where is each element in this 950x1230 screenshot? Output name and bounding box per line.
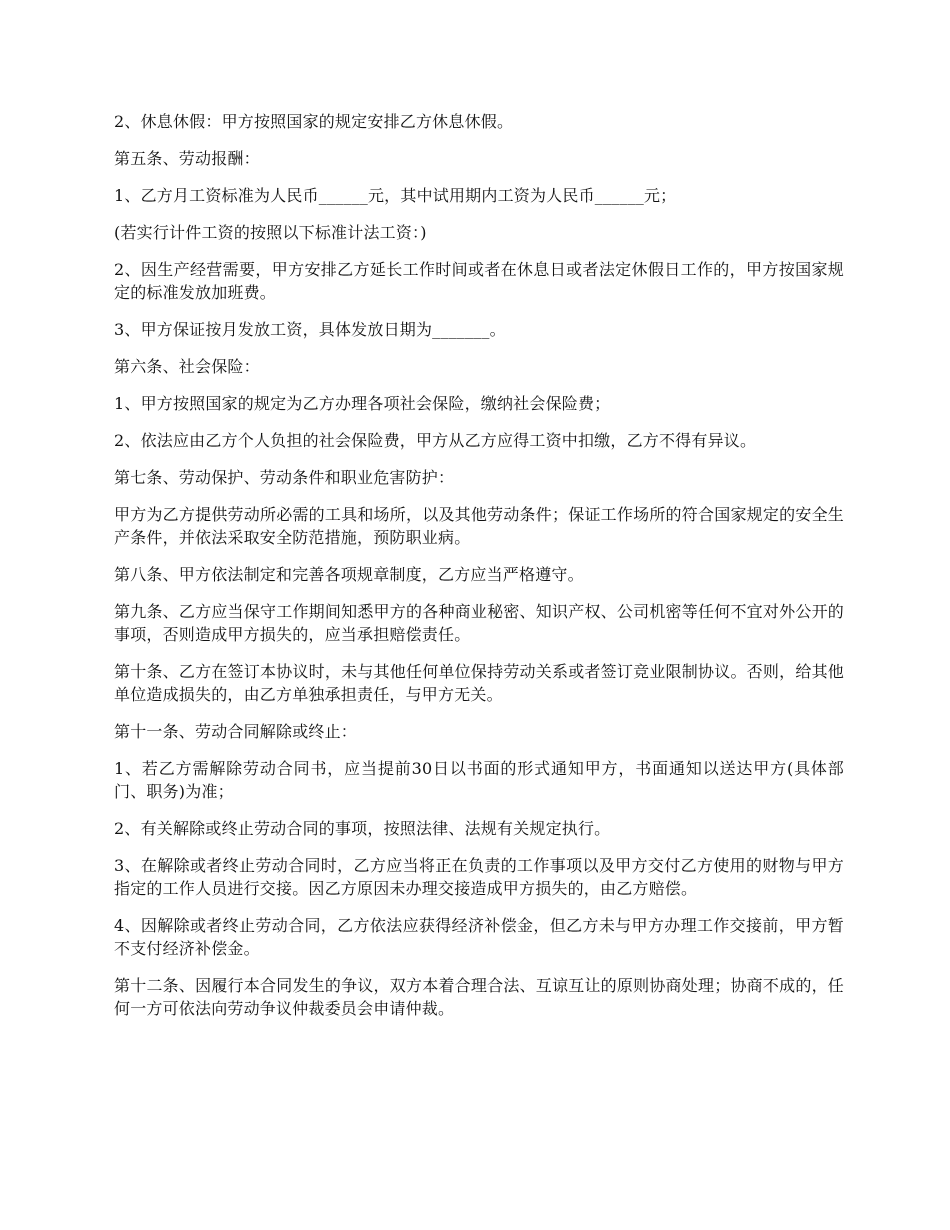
paragraph-labor-conditions: 甲方为乙方提供劳动所必需的工具和场所，以及其他劳动条件；保证工作场所的符合国家规定的安全生产条件，并依法采取安全防范措施，预防职业病。 [114, 505, 844, 547]
paragraph-piecework-note: (若实行计件工资的按照以下标准计法工资：) [114, 223, 427, 242]
paragraph-handover: 3、在解除或者终止劳动合同时，乙方应当将正在负责的工作事项以及甲方交付乙方使用的财物与甲方指定的工作人员进行交接。因乙方原因未办理交接造成甲方损失的，由乙方赔偿。 [114, 856, 844, 898]
paragraph-article-12: 第十二条、因履行本合同发生的争议，双方本着合理合法、互谅互让的原则协商处理；协商不成的，任何一方可依法向劳动争议仲裁委员会申请仲裁。 [114, 976, 844, 1018]
heading-article-5: 第五条、劳动报酬： [114, 149, 260, 168]
paragraph-pay-date: 3、甲方保证按月发放工资，具体发放日期为_______。 [114, 320, 506, 339]
heading-article-7: 第七条、劳动保护、劳动条件和职业危害防护： [114, 468, 455, 487]
paragraph-insurance-deduction: 2、依法应由乙方个人负担的社会保险费，甲方从乙方应得工资中扣缴，乙方不得有异议。 [114, 431, 757, 450]
paragraph-salary-standard: 1、乙方月工资标准为人民币______元，其中试用期内工资为人民币______元； [114, 186, 677, 205]
paragraph-article-9: 第九条、乙方应当保守工作期间知悉甲方的各种商业秘密、知识产权、公司机密等任何不宜对外公开的事项，否则造成甲方损失的，应当承担赔偿责任。 [114, 602, 844, 644]
paragraph-rest-leave: 2、休息休假：甲方按照国家的规定安排乙方休息休假。 [114, 112, 514, 131]
document-body [114, 110, 844, 1034]
paragraph-article-10: 第十条、乙方在签订本协议时，未与其他任何单位保持劳动关系或者签订竞业限制协议。否则，给其他单位造成损失的，由乙方单独承担责任，与甲方无关。 [114, 662, 844, 704]
heading-article-11: 第十一条、劳动合同解除或终止： [114, 722, 358, 741]
heading-article-6: 第六条、社会保险： [114, 357, 260, 376]
paragraph-article-8: 第八条、甲方依法制定和完善各项规章制度，乙方应当严格遵守。 [114, 565, 584, 584]
paragraph-overtime-pay: 2、因生产经营需要，甲方安排乙方延长工作时间或者在休息日或者法定休假日工作的，甲方按国家规定的标准发放加班费。 [114, 260, 844, 302]
paragraph-termination-law: 2、有关解除或终止劳动合同的事项，按照法律、法规有关规定执行。 [114, 819, 611, 838]
paragraph-insurance-enrollment: 1、甲方按照国家的规定为乙方办理各项社会保险，缴纳社会保险费； [114, 394, 611, 413]
paragraph-compensation: 4、因解除或者终止劳动合同，乙方依法应获得经济补偿金，但乙方未与甲方办理工作交接前，甲方暂不支付经济补偿金。 [114, 916, 844, 958]
paragraph-termination-notice: 1、若乙方需解除劳动合同书，应当提前30日以书面的形式通知甲方，书面通知以送达甲方(具体部门、职务)为准； [114, 759, 844, 801]
